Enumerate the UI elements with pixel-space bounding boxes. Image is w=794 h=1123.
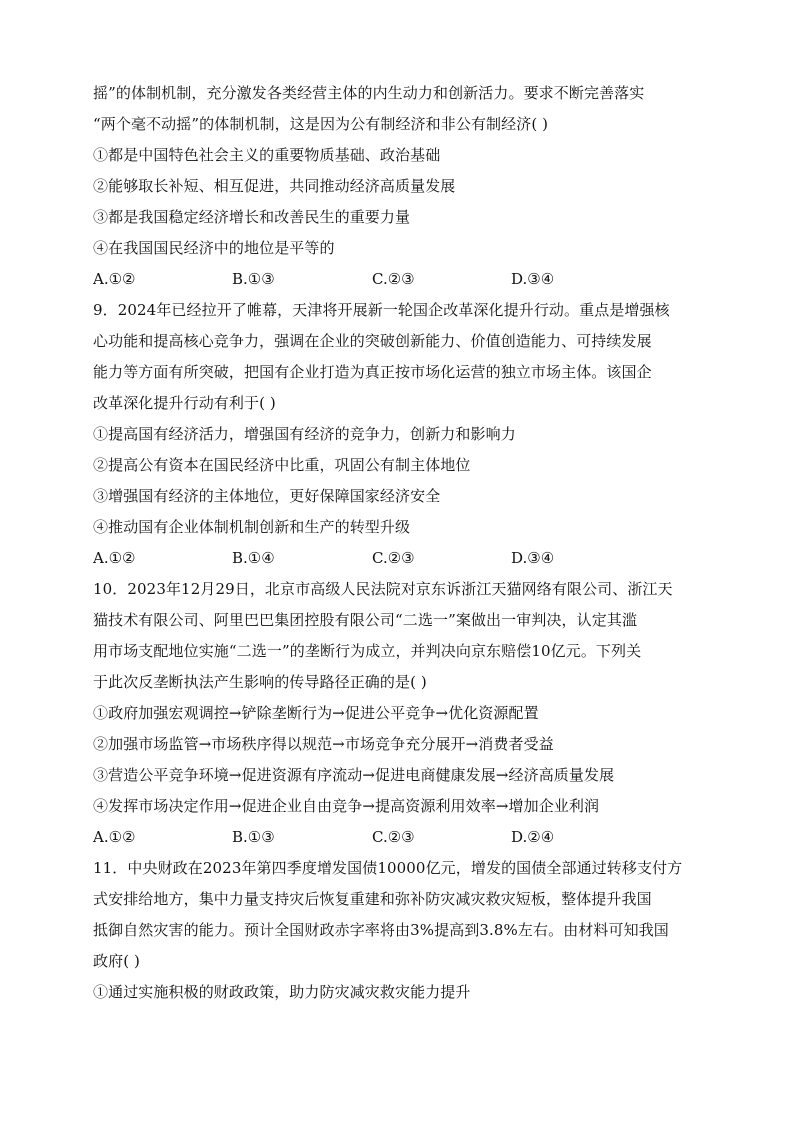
option-statement: ②能够取长补短、相互促进，共同推动经济高质量发展 [93, 177, 456, 195]
question-stem-line: 心功能和提高核心竞争力，强调在企业的突破创新能力、价值创造能力、可持续发展 [93, 332, 652, 350]
option-statement: ④在我国国民经济中的地位是平等的 [93, 239, 335, 257]
question-stem-line: 政府( ) [93, 952, 140, 970]
answer-choices [93, 822, 703, 853]
option-statement: ①提高国有经济活力，增强国有经济的竞争力，创新力和影响力 [93, 425, 516, 443]
question-8 [93, 78, 703, 295]
question-stem-line: 能力等方面有所突破，把国有企业打造为真正按市场化运营的独立市场主体。该国企 [93, 363, 652, 381]
choice-a: A.①② [93, 828, 136, 846]
answer-choices [93, 264, 703, 295]
document-page [93, 78, 703, 1008]
option-statement: ①都是中国特色社会主义的重要物质基础、政治基础 [93, 146, 441, 164]
question-stem-line: 式安排给地方，集中力量支持灾后恢复重建和弥补防灾减灾救灾短板，整体提升我国 [93, 890, 652, 908]
choice-d: D.③④ [511, 549, 555, 567]
choice-c: C.②③ [372, 549, 415, 567]
question-stem-line: 猫技术有限公司、阿里巴巴集团控股有限公司“二选一”案做出一审判决，认定其滥 [93, 611, 638, 629]
choice-b: B.①③ [232, 828, 275, 846]
option-statement: ①政府加强宏观调控→铲除垄断行为→促进公平竞争→优化资源配置 [93, 704, 539, 722]
question-stem-line: 于此次反垄断执法产生影响的传导路径正确的是( ) [93, 673, 427, 691]
question-10 [93, 574, 703, 853]
choice-a: A.①② [93, 270, 136, 288]
question-stem-line: 用市场支配地位实施“二选一”的垄断行为成立，并判决向京东赔偿10亿元。下列关 [93, 642, 642, 660]
question-11 [93, 853, 703, 1008]
option-statement: ①通过实施积极的财政政策，助力防灾减灾救灾能力提升 [93, 983, 471, 1001]
choice-a: A.①② [93, 549, 136, 567]
answer-choices [93, 543, 703, 574]
option-statement: ③都是我国稳定经济增长和改善民生的重要力量 [93, 208, 411, 226]
question-stem-line: 9．2024年已经拉开了帷幕，天津将开展新一轮国企改革深化提升行动。重点是增强核 [93, 301, 670, 319]
choice-d: D.②④ [511, 828, 555, 846]
question-stem-line: 摇”的体制机制，充分激发各类经营主体的内生动力和创新活力。要求不断完善落实 [93, 84, 645, 102]
question-stem-line: 10．2023年12月29日，北京市高级人民法院对京东诉浙江天猫网络有限公司、浙江天 [93, 580, 673, 598]
option-statement: ④发挥市场决定作用→促进企业自由竞争→提高资源利用效率→增加企业利润 [93, 797, 600, 815]
option-statement: ④推动国有企业体制机制创新和生产的转型升级 [93, 518, 411, 536]
question-stem-line: 改革深化提升行动有利于( ) [93, 394, 276, 412]
question-stem-line: “两个毫不动摇”的体制机制，这是因为公有制经济和非公有制经济( ) [93, 115, 549, 133]
question-stem-line: 抵御自然灾害的能力。预计全国财政赤字率将由3%提高到3.8%左右。由材料可知我国 [93, 921, 669, 939]
question-stem-line: 11．中央财政在2023年第四季度增发国债10000亿元，增发的国债全部通过转移支付方 [93, 859, 683, 877]
choice-b: B.①③ [232, 270, 275, 288]
choice-d: D.③④ [511, 270, 555, 288]
option-statement: ②提高公有资本在国民经济中比重，巩固公有制主体地位 [93, 456, 471, 474]
option-statement: ③增强国有经济的主体地位，更好保障国家经济安全 [93, 487, 441, 505]
choice-c: C.②③ [372, 828, 415, 846]
choice-c: C.②③ [372, 270, 415, 288]
option-statement: ③营造公平竞争环境→促进资源有序流动→促进电商健康发展→经济高质量发展 [93, 766, 615, 784]
choice-b: B.①④ [232, 549, 275, 567]
question-9 [93, 295, 703, 574]
option-statement: ②加强市场监管→市场秩序得以规范→市场竞争充分展开→消费者受益 [93, 735, 554, 753]
